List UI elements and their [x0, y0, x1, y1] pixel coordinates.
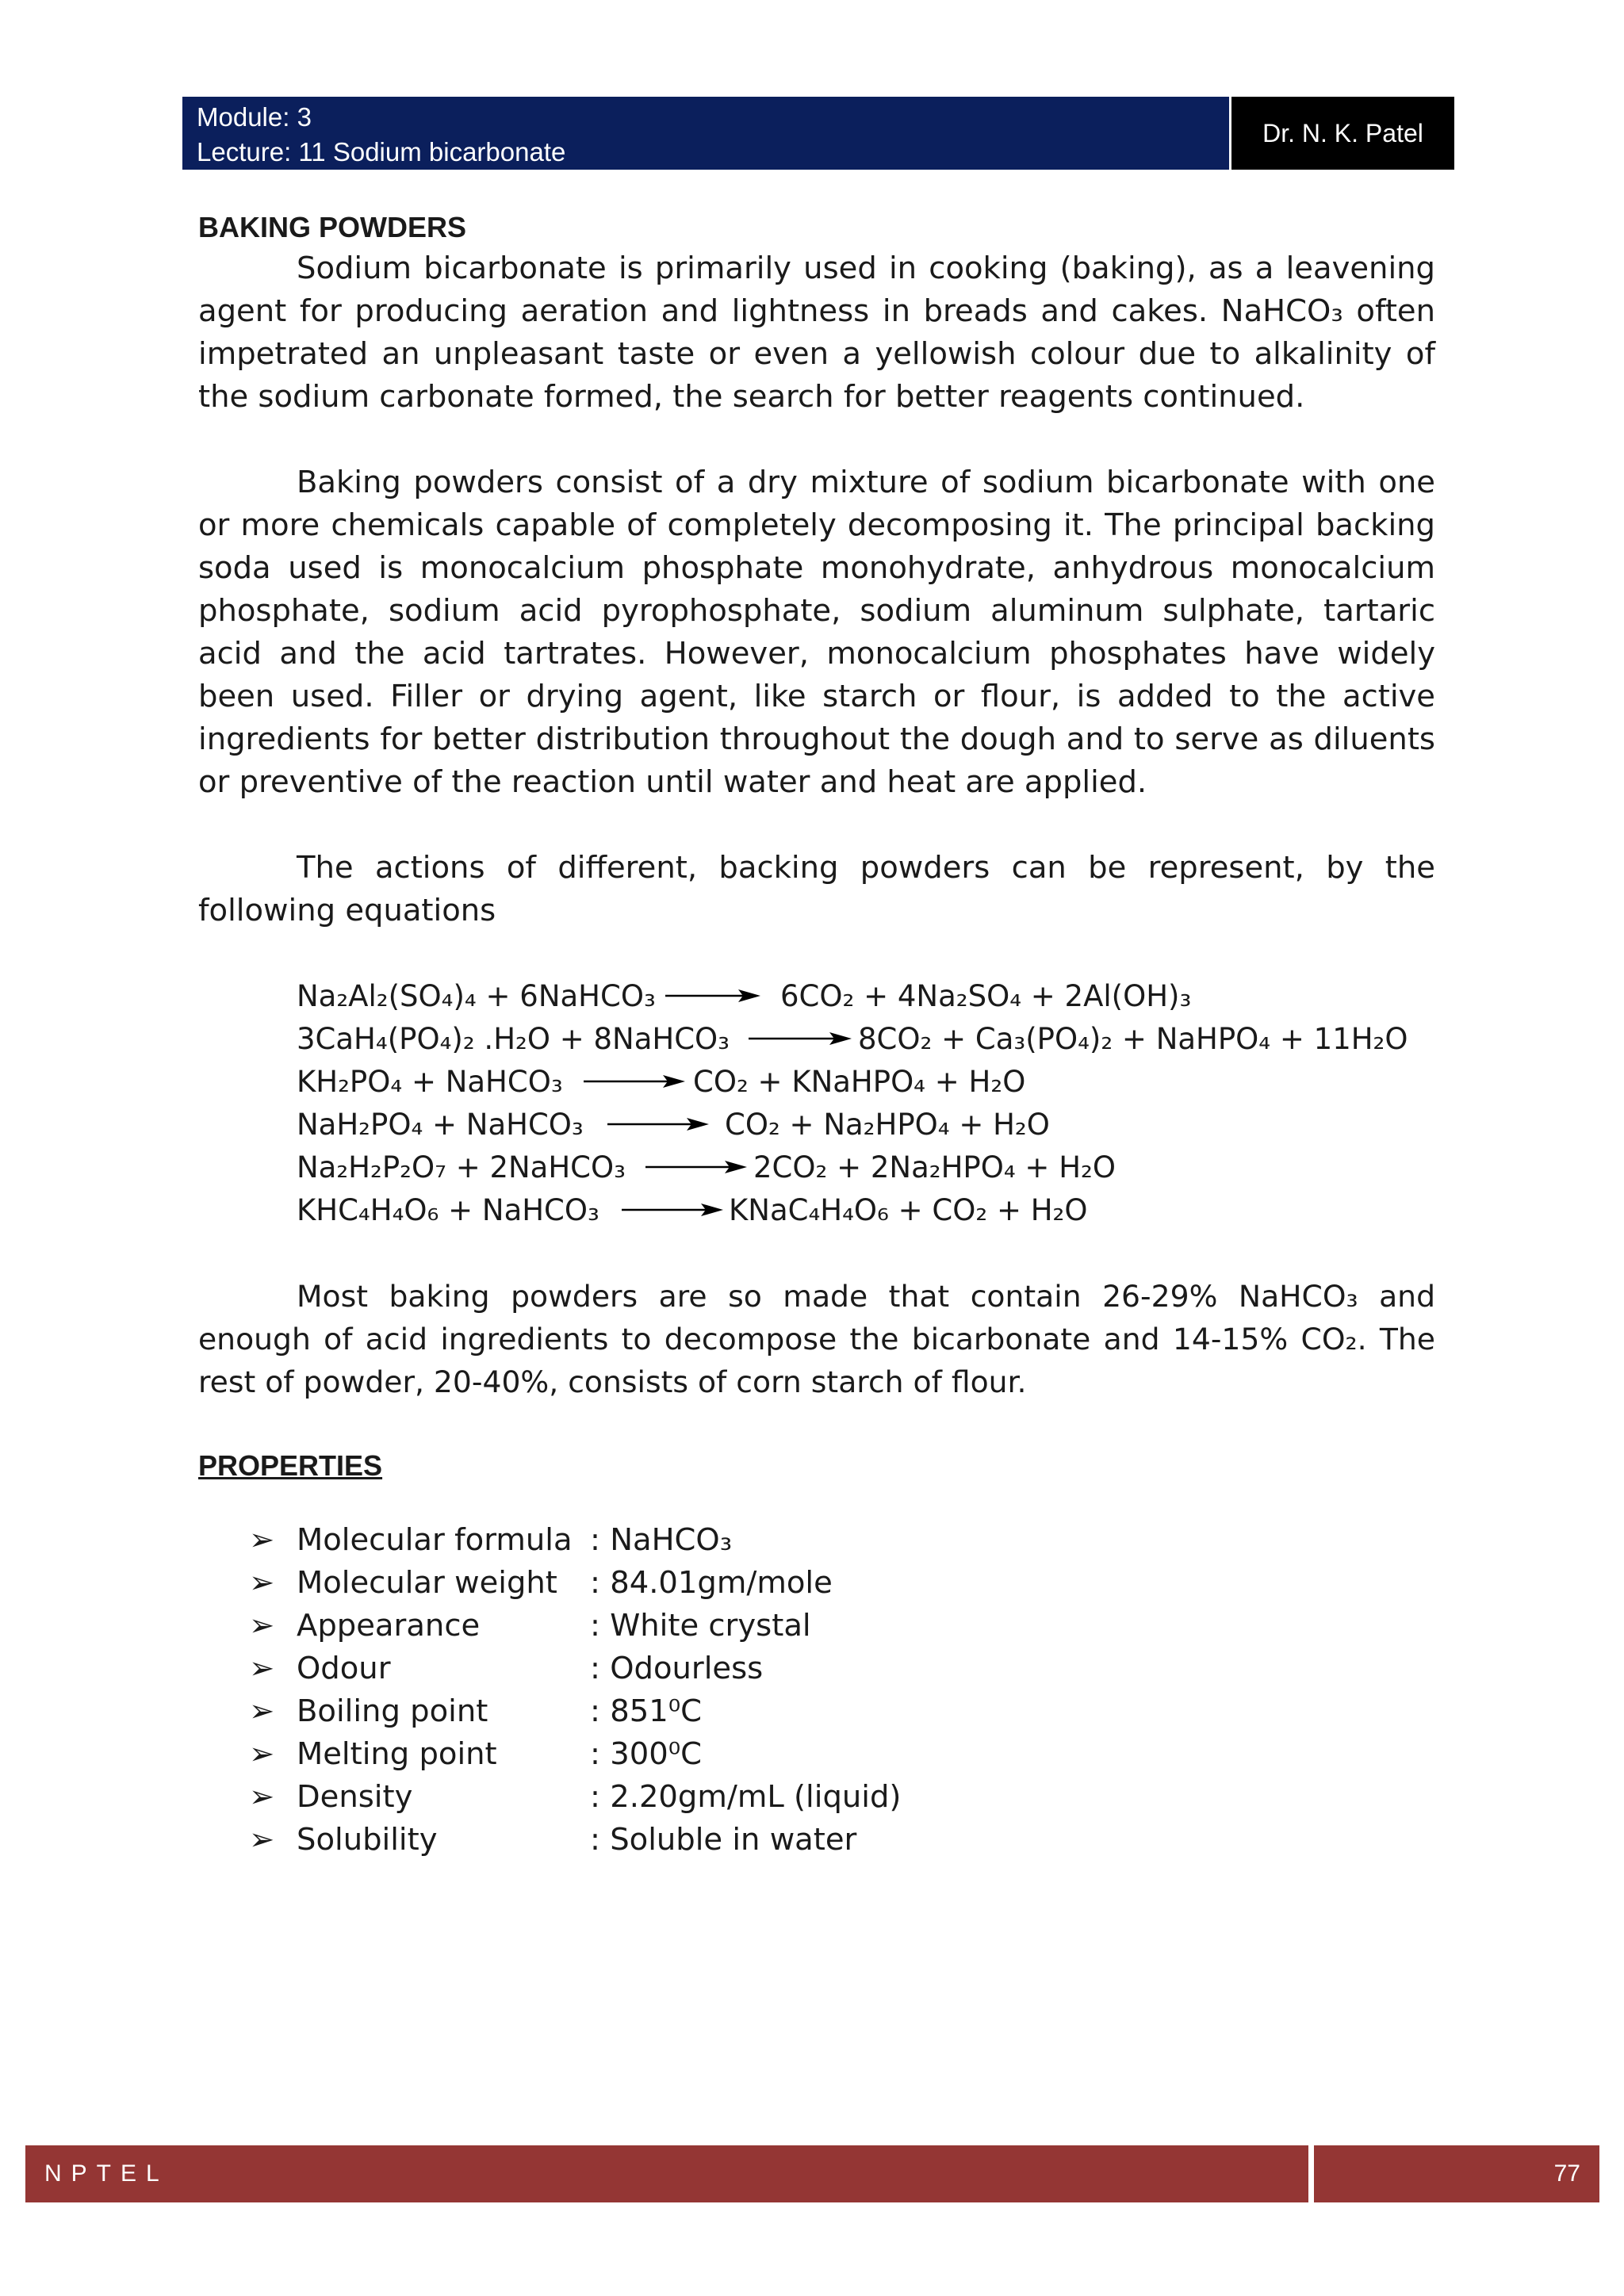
equation-row [297, 1061, 1435, 1104]
author-box [1231, 97, 1454, 170]
paragraph-3: The actions of different, backing powders can be represent, by the following equations [198, 850, 1435, 928]
module-label: Module: 3 [197, 102, 312, 132]
arrow-icon [622, 1200, 723, 1219]
arrow-icon [665, 986, 760, 1005]
paragraph-4: Most baking powders are so made that contain 26-29% NaHCO₃ and enough of acid ingredients to decompose the bicarbonate and 14-15% CO₂. The rest of powder, 20-40%, consists of corn starch of flour. [198, 1279, 1435, 1399]
property-label: Boiling point [297, 1693, 488, 1729]
arrow-icon [584, 1072, 685, 1091]
list-item [249, 1562, 1435, 1605]
list-item [249, 1519, 1435, 1562]
list-item [249, 1647, 1435, 1690]
property-label: Molecular weight [297, 1565, 557, 1601]
equation-row [297, 1146, 1435, 1189]
property-value: : NaHCO₃ [590, 1522, 733, 1558]
arrow-bullet-icon: ➢ [249, 1822, 275, 1858]
paragraph-1: Sodium bicarbonate is primarily used in cooking (baking), as a leavening agent for producing aeration and lightness in breads and cakes. NaHCO₃ often impetrated an unpleasant taste or even a yellowish colour due to alkalinity of the sodium carbonate formed, the search for better reagents continued. [198, 251, 1435, 415]
arrow-bullet-icon: ➢ [249, 1651, 275, 1686]
property-label: Density [297, 1779, 413, 1815]
equation-row [297, 1104, 1435, 1146]
property-value: : Soluble in water [590, 1822, 857, 1858]
footer-brand-label: NPTEL [44, 2160, 169, 2187]
property-value: : 2.20gm/mL (liquid) [590, 1779, 902, 1815]
arrow-bullet-icon: ➢ [249, 1779, 275, 1815]
properties-list [249, 1519, 1435, 1862]
property-label: Melting point [297, 1736, 497, 1772]
arrow-bullet-icon: ➢ [249, 1736, 275, 1772]
arrow-icon [645, 1158, 747, 1177]
property-label: Solubility [297, 1822, 438, 1858]
equation-list [297, 975, 1435, 1232]
equation-lhs: Na₂H₂P₂O₇ + 2NaHCO₃ [297, 1150, 626, 1184]
equation-rhs: KNaC₄H₄O₆ + CO₂ + H₂O [729, 1193, 1088, 1227]
equation-row [297, 1018, 1435, 1061]
arrow-bullet-icon: ➢ [249, 1693, 275, 1729]
equation-rhs: 2CO₂ + 2Na₂HPO₄ + H₂O [753, 1150, 1116, 1184]
property-label: Molecular formula [297, 1522, 573, 1558]
equation-rhs: 8CO₂ + Ca₃(PO₄)₂ + NaHPO₄ + 11H₂O [858, 1022, 1408, 1056]
arrow-icon [749, 1029, 852, 1048]
list-item [249, 1819, 1435, 1862]
arrow-icon [607, 1115, 709, 1134]
list-item [249, 1776, 1435, 1819]
property-label: Appearance [297, 1608, 481, 1644]
equation-rhs: 6CO₂ + 4Na₂SO₄ + 2Al(OH)₃ [780, 979, 1192, 1013]
list-item [249, 1733, 1435, 1776]
page-number: 77 [1553, 2160, 1580, 2187]
section-heading-properties: PROPERTIES [198, 1449, 383, 1482]
equation-lhs: Na₂Al₂(SO₄)₄ + 6NaHCO₃ [297, 979, 656, 1013]
property-value: : 84.01gm/mole [590, 1565, 833, 1601]
equation-row [297, 975, 1435, 1018]
equation-rhs: CO₂ + KNaHPO₄ + H₂O [693, 1065, 1026, 1099]
section-heading-baking-powders: BAKING POWDERS [198, 211, 467, 243]
property-value: : 300⁰C [590, 1736, 703, 1772]
equation-lhs: 3CaH₄(PO₄)₂ .H₂O + 8NaHCO₃ [297, 1022, 730, 1056]
arrow-bullet-icon: ➢ [249, 1522, 275, 1558]
footer-page [1314, 2145, 1599, 2202]
footer-brand [25, 2145, 1308, 2202]
page-content [198, 208, 1435, 1862]
equation-rhs: CO₂ + Na₂HPO₄ + H₂O [725, 1108, 1050, 1142]
equation-lhs: KH₂PO₄ + NaHCO₃ [297, 1065, 563, 1099]
arrow-bullet-icon: ➢ [249, 1608, 275, 1644]
property-label: Odour [297, 1651, 391, 1686]
equation-lhs: NaH₂PO₄ + NaHCO₃ [297, 1108, 584, 1142]
list-item [249, 1605, 1435, 1647]
equation-lhs: KHC₄H₄O₆ + NaHCO₃ [297, 1193, 599, 1227]
lecture-label: Lecture: 11 Sodium bicarbonate [197, 137, 566, 166]
header-module-lecture [182, 97, 1229, 170]
property-value: : White crystal [590, 1608, 811, 1644]
author-label: Dr. N. K. Patel [1262, 118, 1423, 147]
property-value: : 851⁰C [590, 1693, 703, 1729]
arrow-bullet-icon: ➢ [249, 1565, 275, 1601]
paragraph-2: Baking powders consist of a dry mixture of sodium bicarbonate with one or more chemicals capable of completely decomposing it. The principal backing soda used is monocalcium phosphate monohydrate, anhydrous monocalcium phosphate, sodium acid pyrophosphate, sodium aluminum sulphate, tartaric acid and the acid tartrates. However, monocalcium phosphates have widely been used. Filler or drying agent, like starch or flour, is added to the active ingredients for better distribution throughout the dough and to serve as diluents or preventive of the reaction until water and heat are applied. [198, 465, 1435, 800]
property-value: : Odourless [590, 1651, 764, 1686]
equation-row [297, 1189, 1435, 1232]
list-item [249, 1690, 1435, 1733]
